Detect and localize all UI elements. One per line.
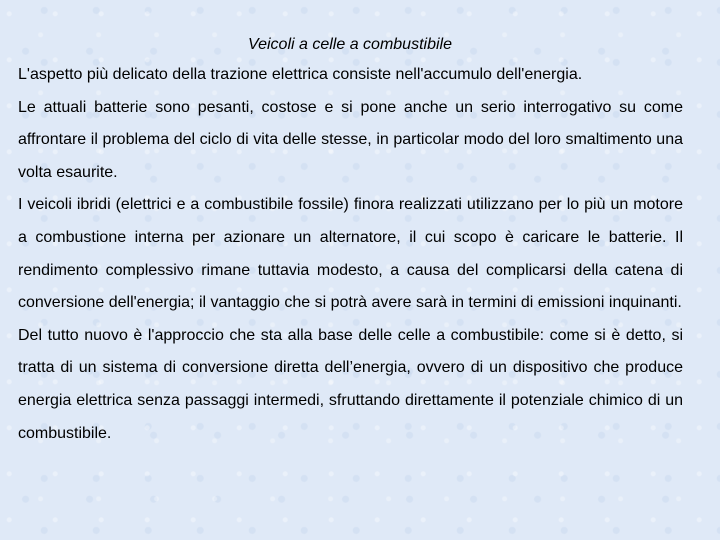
slide-title: Veicoli a celle a combustibile — [248, 36, 452, 53]
paragraph-fuel-cells: Del tutto nuovo è l'approccio che sta alla base delle celle a combustibile: come si è detto, si tratta di un sistema di conversione diretta dell’energia, ovvero di un dispositivo che produce energia elettrica senza passaggi intermedi, sfruttando direttamente il potenziale chimico di un combustibile. — [18, 326, 683, 442]
slide-body — [18, 59, 683, 450]
paragraph-batteries: Le attuali batterie sono pesanti, costose e si pone anche un serio interrogativo su come affrontare il problema del ciclo di vita delle stesse, in particolar modo del loro smaltimento una volta esaurite. — [18, 98, 683, 181]
paragraph-energy-storage: L'aspetto più delicato della trazione elettrica consiste nell'accumulo dell'energia. — [18, 66, 583, 83]
paragraph-hybrid-vehicles: I veicoli ibridi (elettrici e a combustibile fossile) finora realizzati utilizzano per lo più un motore a combustione interna per azionare un alternatore, il cui scopo è caricare le batterie. Il rendimento complessivo rimane tuttavia modesto, a causa del complicarsi della catena di conversione dell'energia; il vantaggio che si potrà avere sarà in termini di emissioni inquinanti. — [18, 196, 683, 312]
